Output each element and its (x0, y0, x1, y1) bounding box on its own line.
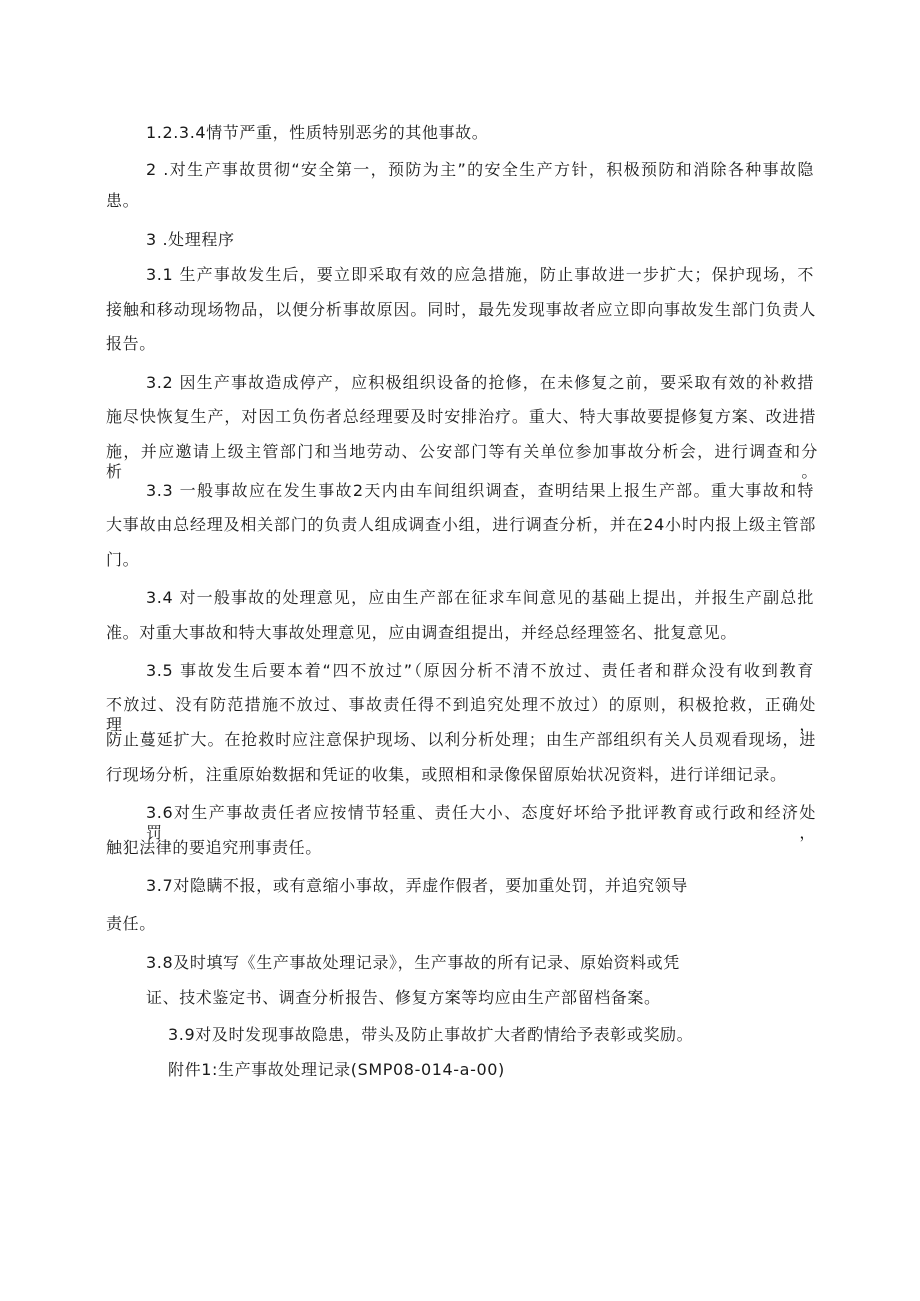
text-line: 大事故由总经理及相关部门的负责人组成调查小组，进行调查分析，并在24小时内报上级主管部 (106, 515, 816, 534)
text-line: 施，并应邀请上级主管部门和当地劳动、公安部门等有关单位参加事故分析会，进行调查和分析。 (106, 442, 818, 481)
text-line: 接触和移动现场物品，以便分析事故原因。同时，最先发现事故者应立即向事故发生部门负责人 (106, 300, 816, 319)
text-line: 准。对重大事故和特大事故处理意见，应由调查组提出，并经总经理签名、批复意见。 (106, 623, 737, 642)
text-line: 报告。 (106, 334, 156, 353)
text-line: 防止蔓延扩大。在抢救时应注意保护现场、以利分析处理；由生产部组织有关人员观看现场，进 (106, 730, 816, 749)
text-line: 证、技术鉴定书、调查分析报告、修复方案等均应由生产部留档备案。 (146, 988, 661, 1007)
text-line: 1.2.3.4情节严重，性质特别恶劣的其他事故。 (146, 123, 489, 142)
text-line: 责任。 (106, 914, 156, 933)
text-line: 3.8及时填写《生产事故处理记录》，生产事故的所有记录、原始资料或凭 (146, 953, 680, 972)
text-line: 3.2 因生产事故造成停产，应积极组织设备的抢修，在未修复之前，要采取有效的补救措 (146, 373, 814, 392)
text-line: 3.9对及时发现事故隐患，带头及防止事故扩大者酌情给予表彰或奖励。 (168, 1025, 694, 1044)
attachment-line: 附件1:生产事故处理记录(SMP08-014-a-00) (168, 1060, 505, 1079)
text-line: 3.6对生产事故责任者应按情节轻重、责任大小、态度好坏给予批评教育或行政和经济处罚， (146, 803, 816, 842)
text-line: 施尽快恢复生产，对因工负伤者总经理要及时安排治疗。重大、特大事故要提修复方案、改进措 (106, 407, 816, 426)
text-line: 3.1 生产事故发生后，要立即采取有效的应急措施，防止事故进一步扩大；保护现场，不 (146, 265, 814, 284)
text-line: 2 .对生产事故贯彻“安全第一，预防为主”的安全生产方针，积极预防和消除各种事故隐 (146, 160, 814, 179)
text-line: 3.4 对一般事故的处理意见，应由生产部在征求车间意见的基础上提出，并报生产副总批 (146, 588, 814, 607)
text-line: 触犯法律的要追究刑事责任。 (106, 838, 322, 857)
text-line: 3 .处理程序 (146, 230, 235, 249)
text-line: 门。 (106, 550, 140, 569)
text-line: 3.3 一般事故应在发生事故2天内由车间组织调查，查明结果上报生产部。重大事故和特 (146, 481, 814, 500)
text-line: 3.5 事故发生后要本着“四不放过”（原因分析不清不放过、责任者和群众没有收到教育 (146, 661, 814, 680)
text-line: 患。 (106, 191, 140, 210)
text-line: 3.7对隐瞒不报，或有意缩小事故，弄虚作假者，要加重处罚，并追究领导 (146, 876, 688, 895)
text-line: 行现场分析，注重原始数据和凭证的收集，或照相和录像保留原始状况资料，进行详细记录。 (106, 765, 787, 784)
text-line: 不放过、没有防范措施不放过、事故责任得不到追究处理不放过）的原则，积极抢救，正确处理， (106, 695, 816, 734)
